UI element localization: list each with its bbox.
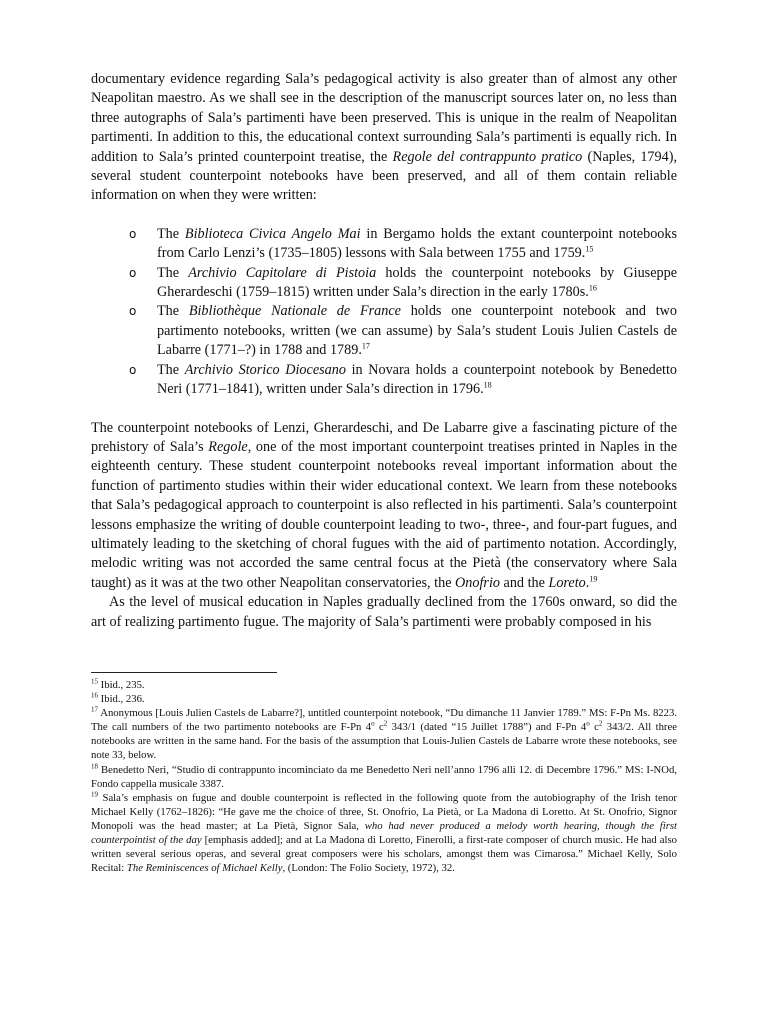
list-item: o The Biblioteca Civica Angelo Mai in Bergamo holds the extant counterpoint notebooks from Carlo Lenzi’s (1735–1805) lessons with Sala between 1755 and 1759.15 <box>129 225 677 262</box>
footnote-divider <box>91 672 277 673</box>
intro-paragraph: documentary evidence regarding Sala’s pedagogical activity is also greater than of almost any other Neapolitan maestro. As we shall see in the description of the manuscript sources later on, no less than three autographs of Sala’s partimenti have been preserved. This is unique in the realm of Neapolitan partimenti. In addition to this, the educational context surrounding Sala’s partimenti is equally rich. In addition to Sala’s printed counterpoint treatise, the Regole del contrappunto pratico (Naples, 1794), several student counterpoint notebooks have been preserved, and all of them contain reliable information on when they were written: <box>91 71 677 204</box>
body-paragraph: As the level of musical education in Naples gradually declined from the 1760s onward, so did the art of realizing partimento fugue. The majority of Sala’s partimenti were probably composed in his <box>91 594 677 630</box>
list-item: o The Archivio Storico Diocesano in Novara holds a counterpoint notebook by Benedetto Neri (1771–1841), written under Sala’s direction in 1796.18 <box>129 361 677 398</box>
footnote-ref: 16 <box>588 283 597 293</box>
footnote-ref: 18 <box>483 380 492 390</box>
body-paragraph: The counterpoint notebooks of Lenzi, Gherardeschi, and De Labarre give a fascinating picture of the prehistory of Sala’s Regole, one of the most important counterpoint treatises printed in Naples in the eighteenth century. These student counterpoint notebooks reveal important information about the function of partimento studies within their wider educational context. We learn from these notebooks that Sala’s pedagogical approach to counterpoint is also reflected in his partimenti. Sala’s counterpoint lessons emphasize the writing of double counterpoint leading to two-, three-, and four-part fugues, and ultimately leading to the sketching of choral fugues with the aid of partimento notation. Accordingly, melodic writing was not accorded the same central focus at the Pietà (the conservatory where Sala taught) as it was at the two other Neapolitan conservatories, the Onofrio and the Loreto.$^{19}$ <box>91 419 678 591</box>
bullet-marker: o <box>129 265 137 280</box>
footnote-15: $^{15}$ Ibid., 235. <box>91 677 145 691</box>
footnote-16: $^{16}$ Ibid., 236. <box>91 691 145 706</box>
bullet-marker: o <box>129 304 137 319</box>
footnote-ref: 15 <box>585 244 594 254</box>
list-item: o The Bibliothèque Nationale de France holds one counterpoint notebook and two partimento notebooks, written (we can assume) by Sala’s student Louis Julien Castels de Labarre (1771–?) in 1788 and 1789.17 <box>129 303 677 359</box>
footnote-18: $^{18}$ Benedetto Neri, “Studio di contrappunto incominciato da me Benedetto Neri nell’anno 1796 alli 12. di Decembre 1796.” MS: I-NOd, Fondo cappella musicale 3387. <box>91 761 677 790</box>
footnote-ref: 17 <box>361 341 370 351</box>
treatise-title: Regole del contrappunto pratico <box>392 148 583 165</box>
footnote-19: $^{19}$ Sala’s emphasis on fugue and double counterpoint is reflected in the following quote from the autobiography of the Irish tenor Michael Kelly (1762–1826): “He gave me the choice of three, St. Onofrio, La Pietà, or La Madona di Loretto. At St. Onofrio, Signor Monopoli was the head master; at La Pietà, Signor Sala, who had never produced a melody worth hearing, though the first counterpointist of the day [emphasis added]; and at La Madona di Loretto, Finerolli, a first-rate composer of church music. He had also written several serious operas, and several great composers were his scholars, amongst them was Cimarosa.” Michael Kelly, Solo Recital: The Reminiscences of Michael Kelly, (London: The Folio Society, 1972), 32. <box>91 790 678 875</box>
bullet-marker: o <box>129 362 137 377</box>
footnote-17: $^{17}$ Anonymous [Louis Julien Castels de Labarre?], untitled counterpoint notebook, “Du dimanche 11 Janvier 1789.” MS: F-Pn Ms. 8223. The call numbers of the two partimento notebooks are F-Pn 4$^o$ $c^2$ 343/1 (dated “15 Juillet 1788”) and F-Pn 4$^o$ $c^2$ 343/2. All three notebooks are written in the same hand. For the basis of the assumption that Louis-Julien Castels de Labarre wrote these notebooks, see note 33, below. <box>91 705 677 762</box>
list-item: o The Archivio Capitolare di Pistoia holds the counterpoint notebooks by Giuseppe Gherardeschi (1759–1815) written under Sala’s direction in the early 1780s.$^{16}$ <box>129 264 677 301</box>
document-page <box>91 70 677 875</box>
bullet-marker: o <box>129 226 137 241</box>
notebook-list <box>91 225 677 400</box>
footnote-ref: 19 <box>589 574 598 584</box>
